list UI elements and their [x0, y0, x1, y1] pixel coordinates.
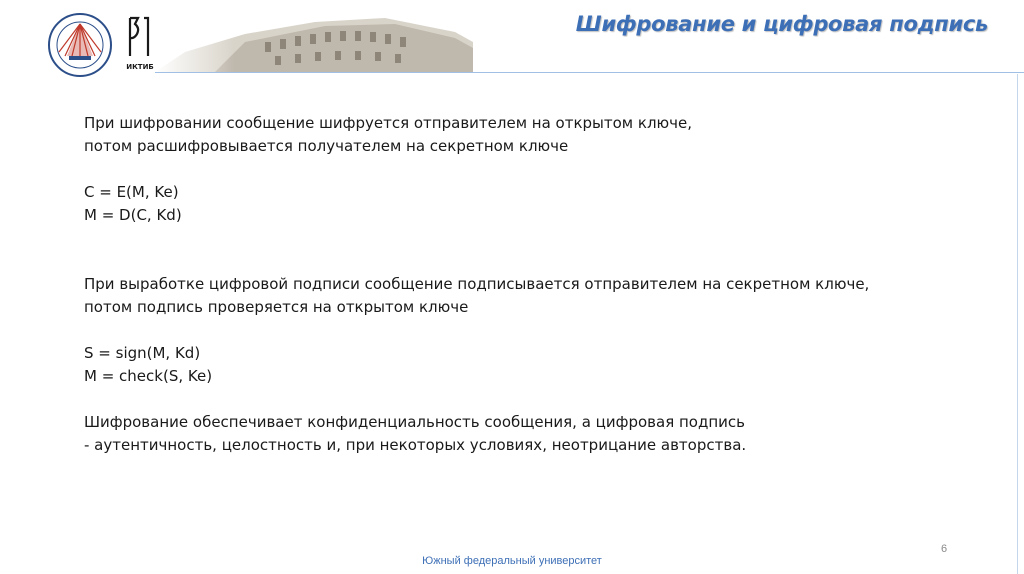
institute-mark	[126, 14, 154, 76]
paragraph-encryption-line1: При шифровании сообщение шифруется отправителем на открытом ключе,	[84, 114, 693, 132]
paragraph-signature-line1: При выработке цифровой подписи сообщение подписывается отправителем на секретном ключе,	[84, 275, 870, 293]
footer-university: Южный федеральный университет	[422, 555, 602, 567]
formula-decrypt: M = D(C, Kd)	[84, 206, 182, 224]
university-logo	[47, 12, 113, 78]
page-number: 6	[941, 543, 948, 555]
formula-check: M = check(S, Ke)	[84, 367, 213, 385]
formula-sign: S = sign(M, Kd)	[84, 344, 201, 362]
paragraph-encryption-line2: потом расшифровывается получателем на секретном ключе	[84, 137, 569, 155]
right-border-line	[1017, 74, 1018, 574]
building-image	[155, 12, 473, 72]
institute-mark-text: ИКТИБ	[126, 63, 154, 71]
slide-header	[0, 0, 1024, 80]
paragraph-summary-line1: Шифрование обеспечивает конфиденциальность сообщения, а цифровая подпись	[84, 413, 745, 431]
slide-title: Шифрование и цифровая подпись	[575, 12, 988, 36]
slide-body	[84, 112, 984, 457]
header-divider	[155, 72, 1024, 73]
paragraph-summary-line2: - аутентичность, целостность и, при некоторых условиях, неотрицание авторства.	[84, 436, 747, 454]
paragraph-signature-line2: потом подпись проверяется на открытом ключе	[84, 298, 469, 316]
formula-encrypt: C = E(M, Ke)	[84, 183, 179, 201]
